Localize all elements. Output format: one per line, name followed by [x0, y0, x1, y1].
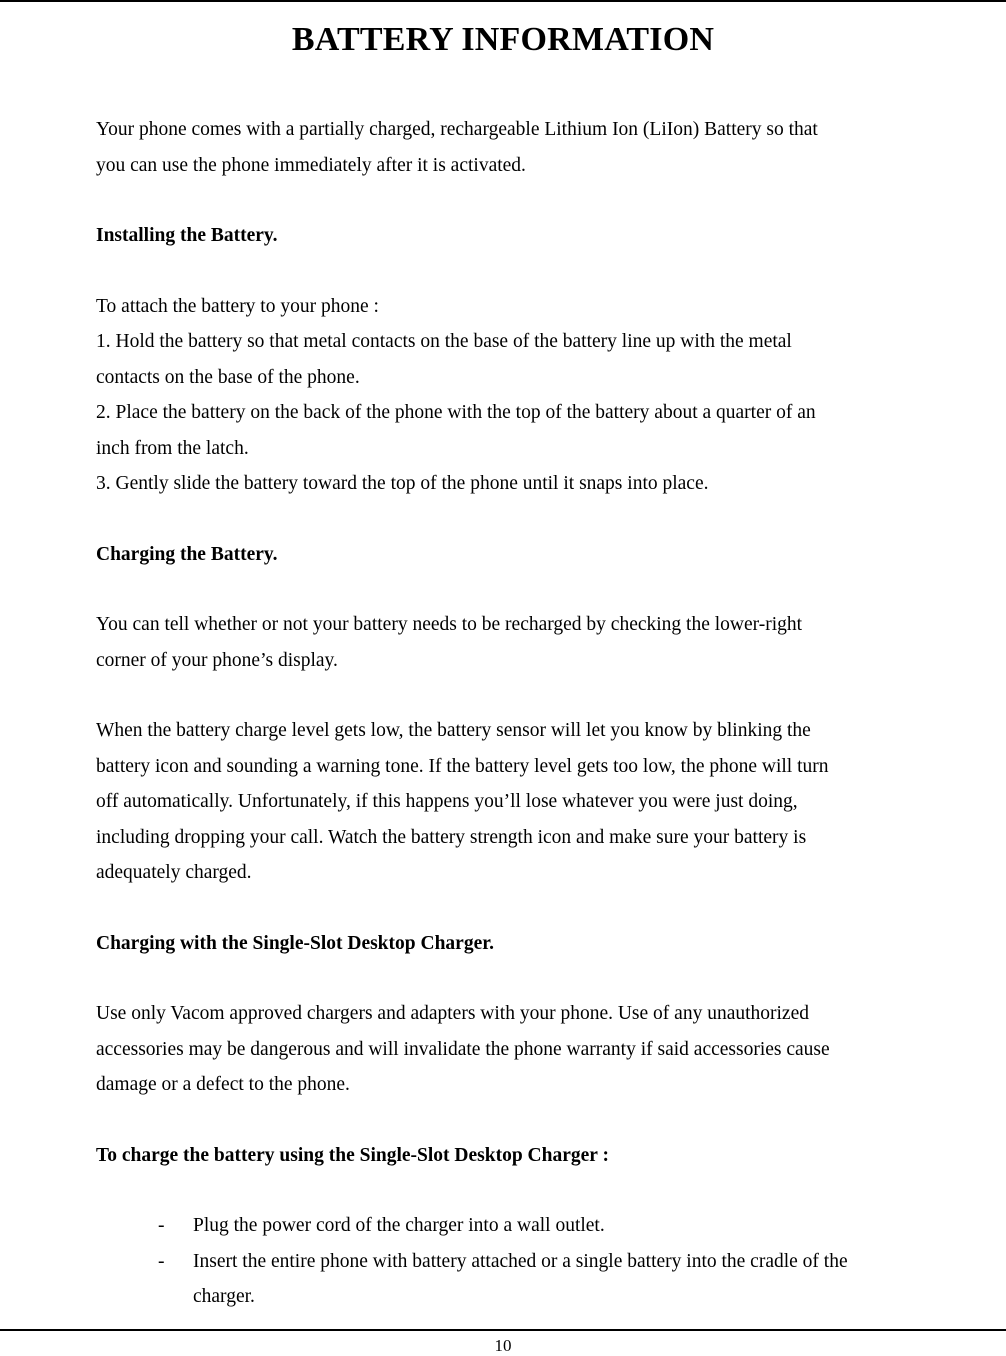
- bullet-line: Insert the entire phone with battery attached or a single battery into the cradle of the: [193, 1250, 848, 1272]
- installing-lead: To attach the battery to your phone :: [96, 295, 379, 317]
- desktop-charger-line: Use only Vacom approved chargers and adapters with your phone. Use of any unauthorized: [96, 1003, 809, 1024]
- intro-line: you can use the phone immediately after it is activated.: [96, 154, 526, 176]
- charging-line: You can tell whether or not your battery needs to be recharged by checking the lower-right: [96, 614, 803, 635]
- page-title: BATTERY INFORMATION: [291, 21, 715, 58]
- charging-line: off automatically. Unfortunately, if this happens you’ll lose whatever you were just doing,: [96, 791, 798, 812]
- top-rule: [0, 0, 1006, 2]
- charging-line: corner of your phone’s display.: [96, 649, 338, 671]
- charging-heading: Charging the Battery.: [96, 543, 278, 565]
- charging-line: battery icon and sounding a warning tone. If the battery level gets too low, the phone will turn: [96, 755, 829, 777]
- intro-paragraph: [96, 112, 896, 183]
- installing-steps: [96, 289, 896, 502]
- charging-line: adequately charged.: [96, 862, 252, 883]
- charging-paragraph-2: [96, 713, 896, 891]
- charging-paragraph-1: [96, 607, 896, 678]
- bullet-line: Plug the power cord of the charger into a wall outlet.: [193, 1215, 605, 1236]
- step-1-line: contacts on the base of the phone.: [96, 366, 360, 388]
- desktop-charger-paragraph: [96, 996, 896, 1103]
- list-item: [96, 1244, 896, 1315]
- charging-line: including dropping your call. Watch the battery strength icon and make sure your battery is: [96, 826, 807, 848]
- list-item: [96, 1208, 896, 1244]
- bullet-dash: -: [158, 1250, 165, 1272]
- installing-heading: Installing the Battery.: [96, 225, 278, 246]
- procedure-heading: To charge the battery using the Single-Slot Desktop Charger :: [96, 1144, 609, 1166]
- procedure-list: [96, 1208, 896, 1315]
- step-3-line: 3. Gently slide the battery toward the top of the phone until it snaps into place.: [96, 473, 709, 494]
- desktop-charger-line: damage or a defect to the phone.: [96, 1074, 350, 1095]
- bottom-rule: [0, 1329, 1006, 1331]
- bullet-line: charger.: [193, 1286, 255, 1307]
- bullet-dash: -: [158, 1215, 165, 1236]
- step-2-line: 2. Place the battery on the back of the phone with the top of the battery about a quarter of an: [96, 402, 816, 423]
- page-number: 10: [494, 1336, 512, 1355]
- charging-line: When the battery charge level gets low, the battery sensor will let you know by blinking the: [96, 720, 811, 741]
- intro-line: Your phone comes with a partially charged, rechargeable Lithium Ion (LiIon) Battery so that: [96, 119, 818, 140]
- document-body: [96, 112, 896, 1315]
- desktop-charger-line: accessories may be dangerous and will invalidate the phone warranty if said accessories cause: [96, 1038, 830, 1060]
- step-2-line: inch from the latch.: [96, 437, 249, 459]
- step-1-line: 1. Hold the battery so that metal contacts on the base of the battery line up with the metal: [96, 331, 792, 352]
- desktop-charger-heading: Charging with the Single-Slot Desktop Charger.: [96, 932, 494, 954]
